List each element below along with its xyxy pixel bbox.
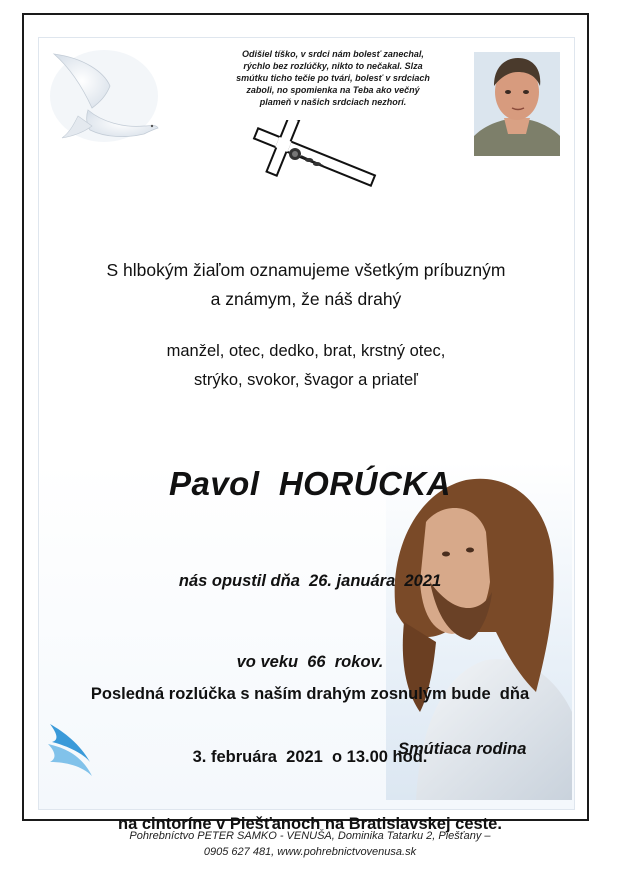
announcement-line-1: S hlbokým žiaľom oznamujeme všetkým príbuzným: [106, 260, 506, 280]
death-date-line: nás opustil dňa 26. januára 2021: [178, 572, 442, 590]
footer-line-1: Pohrebníctvo PETER SAMKO - VENUŠA, Dominika Tatarku 2, Piešťany –: [129, 830, 491, 842]
announcement-line-2: a známym, že náš drahý: [210, 289, 402, 309]
signature-text: Smútiaca rodina: [398, 740, 527, 758]
family-relations-text: [36, 337, 576, 395]
farewell-line-1: Posledná rozlúčka s naším drahým zosnulým bude dňa: [90, 685, 530, 703]
cross-with-rose-icon: [245, 120, 381, 196]
dove-icon: [48, 46, 160, 146]
announcement-text: [36, 256, 576, 314]
age-line: vo veku 66 rokov.: [236, 653, 384, 671]
relations-line-1: manžel, otec, dedko, brat, krstný otec,: [166, 342, 446, 360]
farewell-line-3: na cintoríne v Piešťanoch na Bratislavskej ceste.: [118, 815, 502, 833]
blue-wave-logo-icon: [46, 722, 94, 780]
poem-text: Odišiel tíško, v srdci nám bolesť zanechal, rýchlo bez rozlúčky, nikto to nečakal. Slza smútku ticho tečie po tvári, bolesť v srdciach zaboli, no spomienka na Teba ako večný plameň v našich srdciach nezhorí.: [236, 49, 430, 107]
deceased-name: Pavol HORÚCKA: [168, 465, 452, 502]
funeral-home-footer: [0, 828, 620, 860]
farewell-line-2: 3. februára 2021 o 13.00 hod.: [192, 748, 428, 766]
deceased-photo: [474, 52, 560, 156]
relations-line-2: strýko, svokor, švagor a priateľ: [194, 371, 418, 389]
footer-line-2: 0905 627 481, www.pohrebnictvovenusa.sk: [203, 846, 417, 858]
